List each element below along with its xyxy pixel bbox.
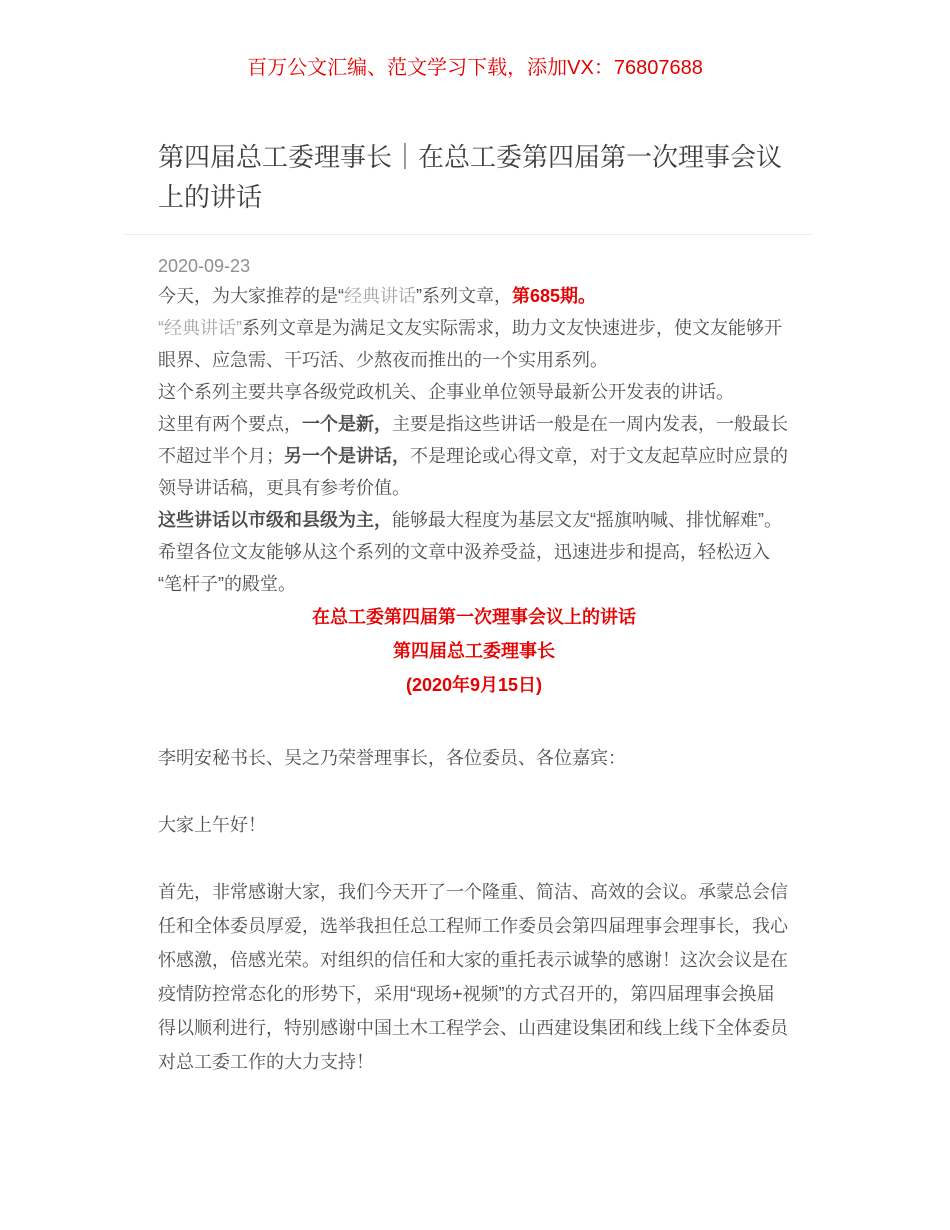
text-segment: 系列文章是为满足文友实际需求，助力文友快速进步，使文友能够开眼界、应急需、干巧活、少熬夜而推出的一个实用系列。 (158, 318, 782, 371)
text-segment: 这里有两个要点， (158, 414, 302, 435)
text-segment: 一个是新， (302, 414, 392, 435)
intro-paragraph-5 (158, 504, 790, 600)
speech-heading-block (158, 600, 790, 702)
speech-opening: 大家上午好！ (158, 815, 266, 836)
text-segment: 经典讲话 (344, 286, 416, 307)
title-divider (125, 234, 811, 235)
text-segment: 另一个是讲话， (284, 446, 410, 467)
promo-banner: 百万公文汇编、范文学习下载，添加VX：76807688 (247, 57, 703, 79)
intro-paragraph-3 (158, 376, 790, 408)
intro-paragraph-1 (158, 280, 790, 312)
text-segment: 这些讲话以市级和县级为主， (158, 510, 392, 531)
article (125, 137, 811, 1079)
text-segment: 这个系列主要共享各级党政机关、企事业单位领导最新公开发表的讲话。 (158, 382, 734, 403)
intro-paragraph-2 (158, 312, 790, 376)
text-segment: 主要是指这些讲话一般是在一周内发表，一般最长不超过半个月； (158, 414, 788, 467)
page-title: 第四届总工委理事长｜在总工委第四届第一次理事会议上的讲话 (158, 142, 783, 212)
article-date: 2020-09-23 (158, 256, 251, 277)
issue-number: 第685期。 (512, 286, 597, 307)
speech-greeting: 李明安秘书长、吴之乃荣誉理事长，各位委员、各位嘉宾： (158, 748, 626, 769)
speech-body (158, 741, 790, 1079)
intro-paragraph-4 (158, 408, 790, 504)
speech-title: 在总工委第四届第一次理事会议上的讲话 (312, 607, 636, 628)
speech-author: 第四届总工委理事长 (393, 641, 555, 662)
text-segment: ”系列文章， (416, 286, 512, 307)
text-segment: 不是理论或心得文章，对于文友起草应时应景的领导讲话稿，更具有参考价值。 (158, 446, 788, 499)
intro-section (158, 280, 790, 600)
text-segment: 能够最大程度为基层文友“摇旗呐喊、排忧解难”。希望各位文友能够从这个系列的文章中汲养受益，迅速进步和提高，轻松迈入“笔杆子”的殿堂。 (158, 510, 782, 595)
text-segment: “经典讲话” (158, 318, 242, 339)
text-segment: 今天，为大家推荐的是“ (158, 286, 344, 307)
speech-date: (2020年9月15日) (405, 675, 543, 696)
speech-paragraph: 首先，非常感谢大家，我们今天开了一个隆重、简洁、高效的会议。承蒙总会信任和全体委员厚爱，选举我担任总工程师工作委员会第四届理事会理事长，我心怀感激，倍感光荣。对组织的信任和大家的重托表示诚挚的感谢！这次会议是在疫情防控常态化的形势下，采用“现场+视频”的方式召开的，第四届理事会换届得以顺利进行，特别感谢中国土木工程学会、山西建设集团和线上线下全体委员对总工委工作的大力支持！ (158, 882, 788, 1073)
